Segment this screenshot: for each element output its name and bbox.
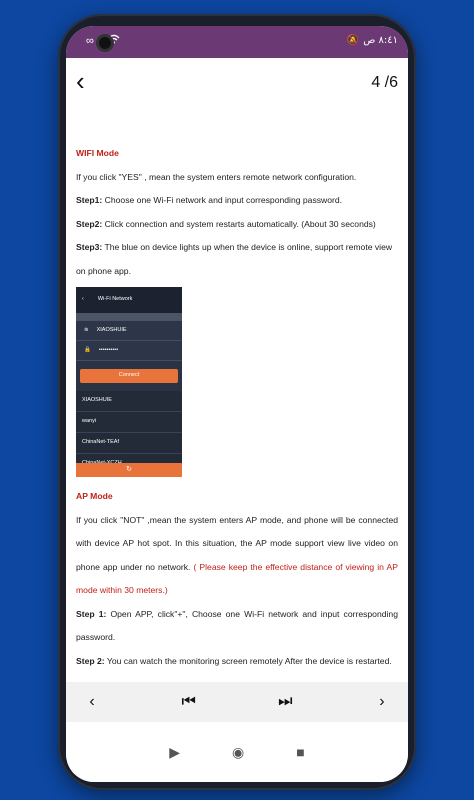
home-icon[interactable]: ◉ xyxy=(232,743,245,760)
step3-text: The blue on device lights up when the device is online, support remote view on phone app. xyxy=(76,242,393,276)
pager-navbar xyxy=(66,682,408,722)
camera-icon xyxy=(96,34,114,52)
first-page-icon[interactable]: ⏮ xyxy=(181,693,196,710)
mock-lock-icon: 🔒 xyxy=(84,346,91,353)
screen xyxy=(66,26,408,782)
mock-header xyxy=(76,287,182,313)
paragraph-yes: If you click "YES" , mean the system enters remote network configuration. xyxy=(76,171,357,182)
wifi-heading: WIFI Mode xyxy=(76,148,119,158)
mock-ssid-row xyxy=(76,321,182,341)
stepb2 xyxy=(76,650,398,674)
next-page-icon[interactable]: › xyxy=(379,693,385,710)
mock-network-item: ChinaNet-TEAf xyxy=(76,433,182,454)
app-bar xyxy=(66,58,408,108)
document-content xyxy=(76,142,398,673)
mock-wifi-icon: ≋ xyxy=(84,326,89,333)
mock-password: •••••••••• xyxy=(98,346,119,353)
stepb2-text: You can watch the monitoring screen remotely After the device is restarted. xyxy=(104,655,392,666)
step1-label: Step1: xyxy=(76,195,103,205)
mock-separator xyxy=(76,313,182,321)
clock-text: ٨:٤١ ص xyxy=(363,35,398,46)
stepb1-text: Open APP, click"+", Choose one Wi-Fi network and input corresponding password. xyxy=(76,608,398,642)
stop-icon[interactable]: ■ xyxy=(296,744,305,760)
stepb2-label: Step 2: xyxy=(76,655,105,666)
ap-text: If you click "NOT" ,mean the system enters AP mode, and phone will be connected with device AP hot spot. In this situation, the AP mode support view live video on phone app under no network. xyxy=(76,514,398,572)
stepb1 xyxy=(76,603,398,650)
ap-warning: ( Please keep the effective distance of viewing in AP mode within 30 meters.) xyxy=(76,561,398,595)
play-icon[interactable]: ▶ xyxy=(169,743,181,760)
prev-page-icon[interactable]: ‹ xyxy=(89,693,95,710)
wifi-screenshot-image xyxy=(76,287,182,477)
stepb1-label: Step 1: xyxy=(76,608,107,619)
mock-network-item: XIAOSHUIE xyxy=(76,391,182,412)
mute-icon: 🔕 xyxy=(346,35,360,46)
mock-password-row xyxy=(76,341,182,361)
mock-ssid: XIAOSHUIE xyxy=(96,326,127,333)
step1-text: Choose one Wi-Fi network and input corresponding password. xyxy=(102,195,343,205)
page-counter: 4 /6 xyxy=(371,74,398,91)
mock-back-icon: ‹ xyxy=(82,296,84,303)
back-chevron-icon[interactable]: ‹ xyxy=(76,66,85,96)
step2-label: Step2: xyxy=(76,218,103,229)
mock-network-item: wanyi xyxy=(76,412,182,433)
step2-text: Click connection and system restarts automatically. (About 30 seconds) xyxy=(102,218,376,229)
status-bar xyxy=(66,26,408,58)
system-navbar xyxy=(66,722,408,782)
step3 xyxy=(76,236,398,283)
mock-title: Wi-Fi Network xyxy=(97,296,133,303)
mock-refresh-icon: ↻ xyxy=(76,463,182,477)
infinity-icon: ∞ xyxy=(86,34,94,47)
step3-label: Step3: xyxy=(76,242,103,252)
status-right xyxy=(347,35,398,46)
ap-heading: AP Mode xyxy=(76,491,113,501)
paragraph-ap xyxy=(76,509,398,603)
step1 xyxy=(76,189,398,213)
last-page-icon[interactable]: ⏭ xyxy=(278,693,293,710)
step2 xyxy=(76,213,398,237)
mock-connect-button: Connect xyxy=(80,369,178,383)
